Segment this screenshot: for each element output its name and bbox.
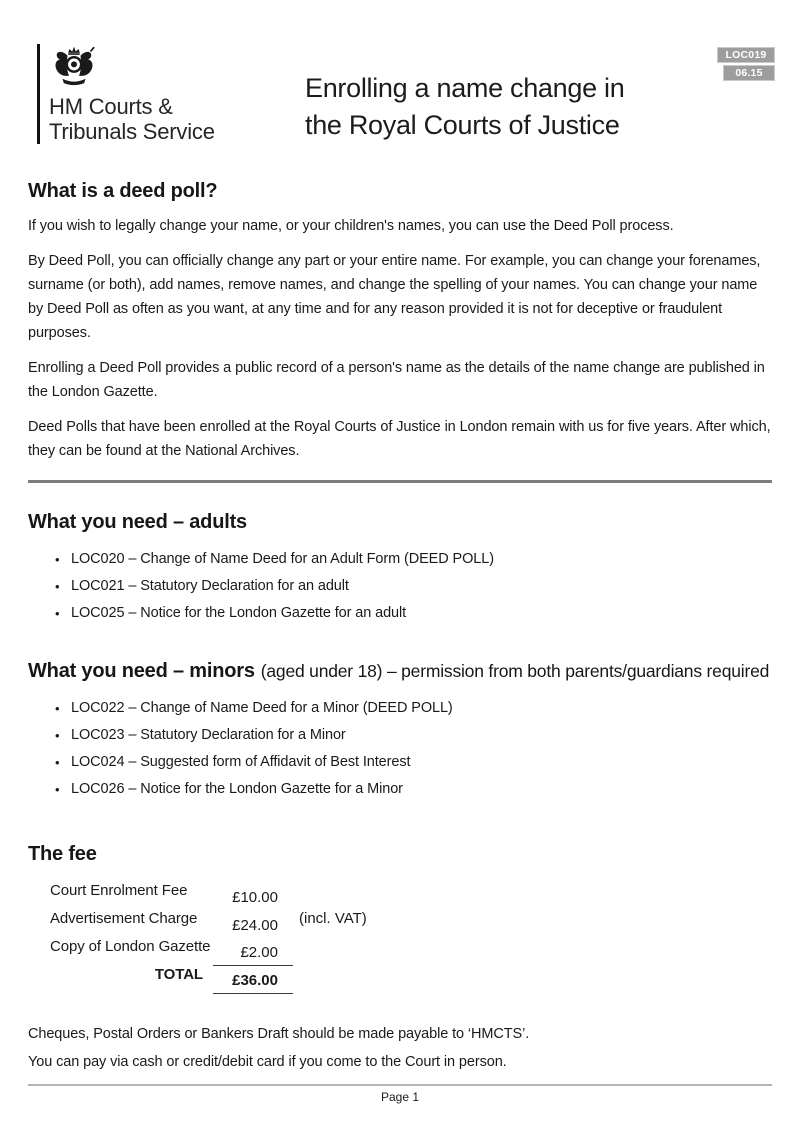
- paragraph: By Deed Poll, you can officially change any part or your entire name. For example, you can change your forenames, surname (or both), add names, remove names, and change the spelling of your names. You can change your name by Deed Poll as often as you want, at any time and for any reason provided it is not for deceptive or fraudulent purposes.: [28, 253, 761, 341]
- list-item: • LOC020 – Change of Name Deed for an Adult Form (DEED POLL): [55, 546, 772, 573]
- paragraph: Enrolling a Deed Poll provides a public record of a person's name as the details of the name change are published in the London Gazette.: [28, 360, 765, 400]
- minors-heading-qualifier: (aged under 18) – permission from both parents/guardians required: [260, 661, 770, 681]
- fee-amount: £2.00: [213, 944, 293, 966]
- fee-table: [50, 882, 772, 994]
- payment-note: You can pay via cash or credit/debit card if you come to the Court in person.: [28, 1054, 507, 1070]
- fee-note: (incl. VAT): [299, 910, 367, 927]
- section-heading-fee: The fee: [28, 843, 97, 865]
- list-item: • LOC024 – Suggested form of Affidavit of Best Interest: [55, 749, 772, 776]
- paragraph: If you wish to legally change your name, or your children's names, you can use the Deed Poll process.: [28, 218, 674, 234]
- paragraph: Deed Polls that have been enrolled at the Royal Courts of Justice in London remain with us for five years. After which, they can be found at the National Archives.: [28, 419, 771, 459]
- logo-vertical-bar: [37, 44, 40, 144]
- fee-amount: £10.00: [232, 889, 278, 906]
- list-item: • LOC026 – Notice for the London Gazette for a Minor: [55, 776, 772, 803]
- fee-row: [50, 882, 772, 910]
- page-number: Page 1: [380, 1090, 420, 1104]
- logo-text: [49, 94, 215, 144]
- fee-label: Court Enrolment Fee: [50, 882, 188, 899]
- section-divider: [28, 480, 772, 483]
- page-header: [0, 0, 800, 148]
- form-reference-code: LOC019: [717, 47, 775, 63]
- form-version: 06.15: [723, 65, 775, 81]
- document-title: [305, 70, 624, 144]
- logo-text-line2: Tribunals Service: [49, 119, 215, 144]
- logo-content: [49, 44, 215, 144]
- hmcts-logo: [37, 44, 215, 144]
- document-title-line2: the Royal Courts of Justice: [305, 110, 620, 140]
- fee-amount: £24.00: [232, 917, 278, 934]
- document-body: [0, 180, 800, 1074]
- form-reference-badge: [717, 47, 775, 81]
- list-item: • LOC023 – Statutory Declaration for a Minor: [55, 722, 772, 749]
- list-item: • LOC025 – Notice for the London Gazette for an adult: [55, 600, 772, 627]
- document-title-line1: Enrolling a name change in: [305, 73, 625, 103]
- footer-divider: [28, 1084, 772, 1086]
- section-heading-minors: [28, 660, 772, 683]
- payment-note: Cheques, Postal Orders or Bankers Draft should be made payable to ‘HMCTS’.: [28, 1026, 530, 1042]
- minors-form-list: [55, 695, 772, 803]
- fee-total-row: [50, 966, 772, 994]
- fee-total-amount: £36.00: [213, 972, 293, 994]
- section-heading-deed-poll: What is a deed poll?: [28, 180, 218, 202]
- fee-label: Copy of London Gazette: [50, 938, 211, 955]
- minors-heading-bold: What you need – minors: [28, 660, 255, 682]
- logo-text-line1: HM Courts &: [49, 94, 173, 119]
- fee-label: Advertisement Charge: [50, 910, 198, 927]
- fee-total-label: TOTAL: [154, 966, 203, 983]
- fee-row: [50, 938, 772, 966]
- royal-crest-icon: [51, 44, 97, 92]
- fee-row: [50, 910, 772, 938]
- list-item: • LOC021 – Statutory Declaration for an adult: [55, 573, 772, 600]
- list-item: • LOC022 – Change of Name Deed for a Minor (DEED POLL): [55, 695, 772, 722]
- section-heading-adults: What you need – adults: [28, 511, 247, 533]
- adults-form-list: [55, 546, 772, 627]
